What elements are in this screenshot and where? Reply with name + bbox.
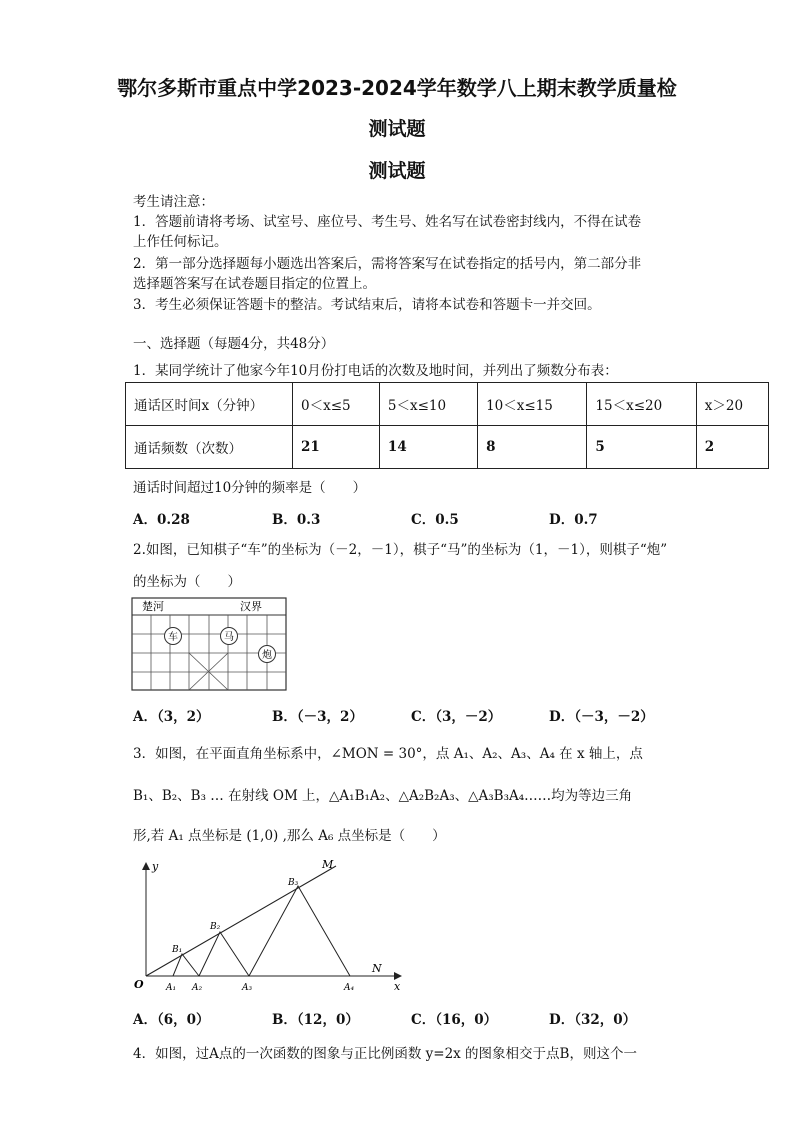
q2-option-c: C．（3，－2）: [411, 709, 502, 725]
notice-heading: 考生请注意：: [133, 194, 214, 210]
table-row: [126, 426, 769, 469]
q1-stem: 1．某同学统计了他家今年10月份打电话的次数及地时间，并列出了频数分布表：: [133, 363, 618, 379]
q1-option-a: A．0.28: [133, 512, 190, 528]
point-a4-label: A₄: [344, 983, 355, 993]
table-cell: 通话区时间x（分钟）: [126, 383, 293, 426]
point-a3-label: A₃: [242, 983, 253, 993]
board-right-label: 汉界: [240, 600, 262, 613]
q1-option-c: C．0.5: [411, 512, 459, 528]
table-cell: 15＜x≤20: [587, 383, 696, 426]
table-cell: 5＜x≤10: [379, 383, 477, 426]
q1-option-b: B．0.3: [272, 512, 321, 528]
ray-m-label: M: [322, 858, 334, 871]
q2-option-d: D．（－3，－2）: [549, 709, 654, 725]
notice-line: 1．答题前请将考场、试室号、座位号、考生号、姓名写在试卷密封线内，不得在试卷: [133, 214, 642, 230]
table-cell: 0＜x≤5: [293, 383, 380, 426]
q3-option-a: A．（6，0）: [133, 1012, 210, 1028]
point-b3-label: B₃: [288, 878, 299, 888]
q2-option-a: A．（3，2）: [133, 709, 210, 725]
board-left-label: 楚河: [142, 600, 164, 613]
page-title: 鄂尔多斯市重点中学2023-2024学年数学八上期末教学质量检: [117, 76, 677, 100]
q3-stem-cont: B₁、B₂、B₃ … 在射线 OM 上，△A₁B₁A₂、△A₂B₂A₃、△A₃B₃A₄……均为等边三角: [133, 788, 633, 804]
frequency-table: [125, 382, 769, 469]
q1-question: 通话时间超过10分钟的频率是（ ）: [133, 480, 367, 496]
table-cell: x＞20: [696, 383, 768, 426]
notice-line: 3．考生必须保证答题卡的整洁。考试结束后，请将本试卷和答题卡一并交回。: [133, 297, 601, 313]
ray-n-label: N: [372, 962, 382, 975]
q2-option-b: B．（－3，2）: [272, 709, 363, 725]
q3-option-b: B．（12，0）: [272, 1012, 359, 1028]
page-subtitle: 测试题: [368, 160, 426, 182]
table-cell: 21: [293, 426, 380, 469]
q2-stem: 2.如图，已知棋子“车”的坐标为（－2，－1），棋子“马”的坐标为（1，－1），则棋子“炮”: [133, 542, 668, 558]
table-cell: 2: [696, 426, 768, 469]
point-b1-label: B₁: [172, 945, 183, 955]
triangle-figure: [128, 856, 408, 996]
q3-option-c: C．（16，0）: [411, 1012, 498, 1028]
chess-board-figure: [130, 596, 290, 694]
table-cell: 8: [478, 426, 587, 469]
q1-option-d: D．0.7: [549, 512, 598, 528]
table-row: [126, 383, 769, 426]
point-a2-label: A₂: [192, 983, 203, 993]
chess-piece-che: 车: [168, 632, 178, 643]
chess-piece-ma: 马: [224, 632, 234, 643]
q3-stem: 3．如图，在平面直角坐标系中，∠MON = 30°，点 A₁、A₂、A₃、A₄ 在 x 轴上，点: [133, 746, 643, 762]
table-cell: 5: [587, 426, 696, 469]
q4-stem: 4．如图，过A点的一次函数的图象与正比例函数 y=2x 的图象相交于点B，则这个一: [133, 1046, 637, 1062]
table-cell: 通话频数（次数）: [126, 426, 293, 469]
page-title-line2: 测试题: [368, 118, 426, 140]
table-cell: 10＜x≤15: [478, 383, 587, 426]
q3-stem-cont: 形,若 A₁ 点坐标是 (1,0) ,那么 A₆ 点坐标是（ ）: [133, 828, 446, 844]
section-heading: 一、选择题（每题4分，共48分）: [133, 336, 335, 352]
notice-line: 2．第一部分选择题每小题选出答案后，需将答案写在试卷指定的括号内，第二部分非: [133, 256, 642, 272]
origin-label: O: [134, 978, 144, 991]
q3-option-d: D．（32，0）: [549, 1012, 637, 1028]
table-cell: 14: [379, 426, 477, 469]
axis-x-label: x: [394, 980, 401, 993]
q2-stem-cont: 的坐标为（ ）: [133, 574, 241, 590]
point-b2-label: B₂: [210, 922, 221, 932]
axis-y-label: y: [152, 860, 159, 873]
point-a1-label: A₁: [166, 983, 177, 993]
notice-line: 上作任何标记。: [133, 234, 228, 250]
notice-line: 选择题答案写在试卷题目指定的位置上。: [133, 276, 376, 292]
chess-piece-pao: 炮: [262, 650, 272, 661]
